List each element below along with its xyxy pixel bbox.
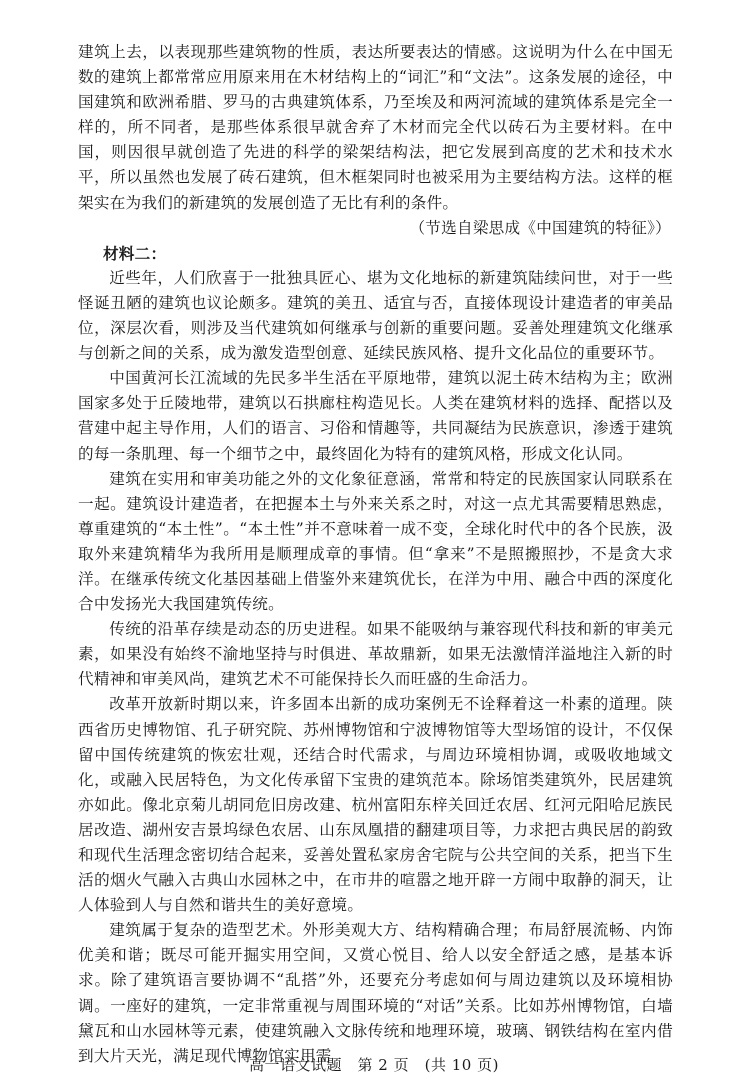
material-two-paragraph: 近些年，人们欣喜于一批独具匠心、堪为文化地标的新建筑陆续问世，对于一些怪诞丑陋的建筑也议论颇多。建筑的美丑、适宜与否，直接体现设计建造者的审美品位，深层次看，则涉及当代建筑如何继承与创新的重要问题。妥善处理建筑文化继承与创新之间的关系，成为激发造型创意、延续民族风格、提升文化品位的重要环节。 [78,268,673,363]
material-two-paragraph: 建筑在实用和审美功能之外的文化象征意涵，常常和特定的民族国家认同联系在一起。建筑设计建造者，在把握本土与外来关系之时，对这一点尤其需要精思熟虑，尊重建筑的“本土性”。“本土性”并不意味着一成不变，全球化时代中的各个民族，汲取外来建筑精华为我所用是顺理成章的事情。但“拿来”不是照搬照抄，不是贪大求洋。在继承传统文化基因基础上借鉴外来建筑优长，在洋为中用、融合中西的深度化合中发扬光大我国建筑传统。 [78,469,673,614]
material-one-source: （节选自梁思成《中国建筑的特征》） [409,218,671,237]
page-content [78,40,673,1069]
material-two-paragraph: 传统的沿革存续是动态的历史进程。如果不能吸纳与兼容现代科技和新的审美元素，如果没有始终不渝地坚持与时俱进、革故鼎新，如果无法激情洋溢地注入新的时代精神和审美风尚，建筑艺术不可能保持长久而旺盛的生命活力。 [78,620,673,689]
material-one-continuation: 建筑上去，以表现那些建筑物的性质，表达所要表达的情感。这说明为什么在中国无数的建筑上都常常应用原来用在木材结构上的“词汇”和“文法”。这条发展的途径，中国建筑和欧洲希腊、罗马的古典建筑体系，乃至埃及和两河流域的建筑体系是完全一样的，所不同者，是那些体系很早就舍弃了木材而完全代以砖石为主要材料。在中国，则因很早就创造了先进的科学的梁架结构法，把它发展到高度的艺术和技术水平，所以虽然也发展了砖石建筑，但木框架同时也被采用为主要结构方法。这样的框架实在为我们的新建筑的发展创造了无比有利的条件。 [78,43,673,212]
page-footer: 高一语文试题 第 2 页 (共 10 页) [249,1056,499,1074]
material-two-paragraph: 中国黄河长江流域的先民多半生活在平原地带，建筑以泥土砖木结构为主；欧洲国家多处于丘陵地带，建筑以石拱廊柱构造见长。人类在建筑材料的选择、配搭以及营建中起主导作用，人们的语言、习俗和情趣等，共同凝结为民族意识，渗透于建筑的每一条肌理、每一个细节之中，最终固化为特有的建筑风格，形成文化认同。 [78,369,673,463]
material-two-paragraph: 建筑属于复杂的造型艺术。外形美观大方、结构精确合理；布局舒展流畅、内饰优美和谐；既尽可能开掘实用空间，又赏心悦目、给人以安全舒适之感，是基本诉求。除了建筑语言要协调不“乱搭”外，还要充分考虑如何与周边建筑以及环境相协调。一座好的建筑，一定非常重视与周围环境的“对话”关系。比如苏州博物馆，白墙黛瓦和山水园林等元素，使建筑融入文脉传统和地理环境，玻璃、钢铁结构在室内借到大片天光，满足现代博物馆实用需 [78,921,673,1065]
material-two-paragraph: 改革开放新时期以来，许多固本出新的成功案例无不诠释着这一朴素的道理。陕西省历史博物馆、孔子研究院、苏州博物馆和宁波博物馆等大型场馆的设计，不仅保留中国传统建筑的恢宏壮观，还结合时代需求，与周边环境相协调，或吸收地域文化，或融入民居特色，为文化传承留下宝贵的建筑范本。除场馆类建筑外，民居建筑亦如此。像北京菊儿胡同危旧房改建、杭州富阳东梓关回迁农居、红河元阳哈尼族民居改造、湖州安吉景坞绿色农居、山东凤凰措的翻建项目等，力求把古典民居的韵致和现代生活理念密切结合起来，妥善处置私家房舍宅院与公共空间的关系，把当下生活的烟火气融入古典山水园林之中，在市井的喧嚣之地开辟一方闹中取静的洞天，让人体验到人与自然和谐共生的美好意境。 [78,695,673,915]
material-two-title: 材料二： [102,243,167,263]
